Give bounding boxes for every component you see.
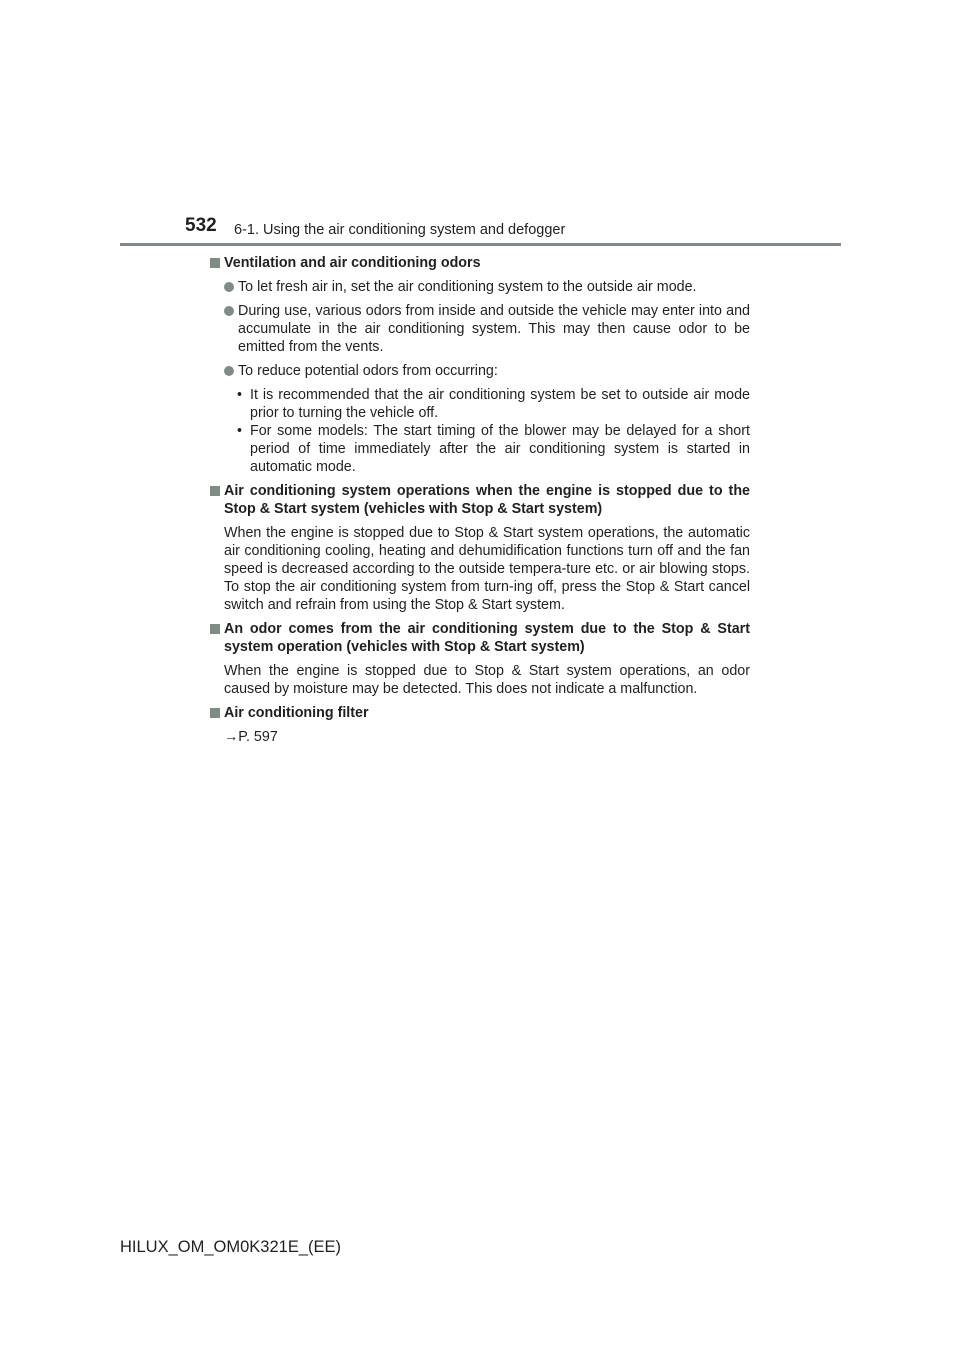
page-content <box>210 254 750 752</box>
section-air-filter <box>210 704 750 746</box>
page-number: 532 <box>185 215 217 236</box>
circle-bullet-icon <box>224 306 234 316</box>
list-item-text: To reduce potential odors from occurring: <box>238 363 498 379</box>
section-heading: Air conditioning system operations when the engine is stopped due to the Stop & Start system (vehicles with Stop & Start system) <box>224 483 750 517</box>
section-text: When the engine is stopped due to Stop & Start system operations, the automatic air conditioning cooling, heating and dehumidification functions turn off and the fan speed is decreased according to the outside tempera-ture etc. or air blowing stops. To stop the air conditioning system from turn-ing off, press the Stop & Start cancel switch and refrain from using the Stop & Start system. <box>224 525 750 613</box>
circle-bullet-icon <box>224 366 234 376</box>
list-item <box>224 362 750 380</box>
sub-list-item <box>224 422 750 476</box>
section-stop-start-odor <box>210 620 750 698</box>
section-heading: Ventilation and air conditioning odors <box>224 255 481 271</box>
section-text: When the engine is stopped due to Stop & Start system operations, an odor caused by moisture may be detected. This does not indicate a malfunction. <box>224 663 750 697</box>
circle-bullet-icon <box>224 282 234 292</box>
square-bullet-icon <box>210 708 220 718</box>
sub-list-item-text: For some models: The start timing of the blower may be delayed for a short period of time immediately after the air conditioning system is started in automatic mode. <box>250 423 750 475</box>
header-divider <box>120 243 841 246</box>
section-ventilation-odors <box>210 254 750 476</box>
square-bullet-icon <box>210 624 220 634</box>
sub-list-item <box>224 386 750 422</box>
list-item-text: During use, various odors from inside and outside the vehicle may enter into and accumulate in the air conditioning system. This may then cause odor to be emitted from the vents. <box>238 303 750 355</box>
sub-list-item-text: It is recommended that the air conditioning system be set to outside air mode prior to turning the vehicle off. <box>250 387 750 421</box>
chapter-title: 6-1. Using the air conditioning system and defogger <box>234 222 566 238</box>
square-bullet-icon <box>210 258 220 268</box>
section-stop-start-operations <box>210 482 750 614</box>
list-item <box>224 278 750 296</box>
section-heading: Air conditioning filter <box>224 705 369 721</box>
dot-bullet-icon: • <box>237 423 243 439</box>
section-heading: An odor comes from the air conditioning system due to the Stop & Start system operation (vehicles with Stop & Start system) <box>224 621 750 655</box>
page-reference-link[interactable]: →P. 597 <box>224 729 278 745</box>
list-item <box>224 302 750 356</box>
square-bullet-icon <box>210 486 220 496</box>
document-id: HILUX_OM_OM0K321E_(EE) <box>120 1238 342 1256</box>
list-item-text: To let fresh air in, set the air conditioning system to the outside air mode. <box>238 279 697 295</box>
dot-bullet-icon: • <box>237 387 243 403</box>
